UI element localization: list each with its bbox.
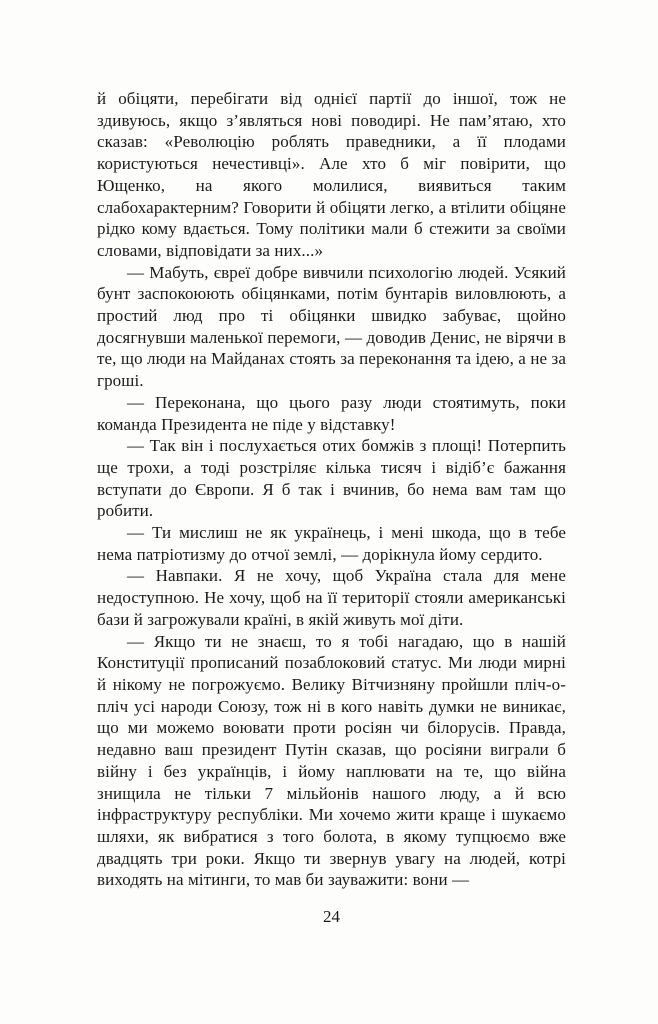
page-text bbox=[97, 88, 566, 891]
paragraph: — Ти мислиш не як українець, і мені шкода, що в тебе нема патріотизму до отчої землі, — дорікнула йому сердито. bbox=[97, 523, 566, 564]
page-number: 24 bbox=[323, 907, 340, 927]
paragraph: й обіцяти, перебігати від однієї партії до іншої, тож не здивуюсь, якщо з’являться нові поводирі. Не пам’ятаю, хто сказав: «Революцію роблять праведники, а її плодами користуються нечестивці». Але хто б міг повірити, що Ющенко, на якого молилися, виявиться таким слабохарактерним? Говорити й обіцяти легко, а втілити обіцяне рідко кому вдається. Тому політики мали б стежити за своїми словами, відповідати за них...» bbox=[97, 89, 566, 260]
paragraph: — Навпаки. Я не хочу, щоб Україна стала для мене недоступною. Не хочу, щоб на її території стояли американські бази й загрожували країні, в якій живуть мої діти. bbox=[97, 566, 566, 629]
paragraph: — Мабуть, євреї добре вивчили психологію людей. Усякий бунт заспокоюють обіцянками, потім бунтарів виловлюють, а простий люд про ті обіцянки швидко забуває, щойно досягнувши маленької перемоги, — доводив Денис, не вірячи в те, що люди на Майданах стоять за переконання та ідею, а не за гроші. bbox=[97, 262, 566, 391]
paragraph: — Якщо ти не знаєш, то я тобі нагадаю, що в нашій Конституції прописаний позаблоковий статус. Ми люди мирні й нікому не погрожуємо. Велику Вітчизняну пройшли пліч-о-пліч усі народи Союзу, тож ні в кого навіть думки не виникає, що ми можемо воювати проти росіян чи білорусів. Правда, недавно ваш президент Путін сказав, що росіяни виграли б війну і без українців, і йому наплювати на те, що війна знищила не тільки 7 мільйонів нашого люду, а й всю інфраструктуру республіки. Ми хочемо жити краще і шукаємо шляхи, як вибратися з того болота, в якому тупцюємо вже двадцять три роки. Якщо ти звернув увагу на людей, котрі виходять на мітинги, то мав би зауважити: вони — bbox=[97, 631, 566, 890]
paragraph: — Переконана, що цього разу люди стоятимуть, поки команда Президента не піде у відставку! bbox=[97, 392, 566, 434]
paragraph: — Так він і послухається отих бомжів з площі! Потерпить ще трохи, а тоді розстріляє кілька тисяч і відіб’є бажання вступати до Європи. Я б так і вчинив, бо нема вам там що робити. bbox=[97, 436, 566, 521]
